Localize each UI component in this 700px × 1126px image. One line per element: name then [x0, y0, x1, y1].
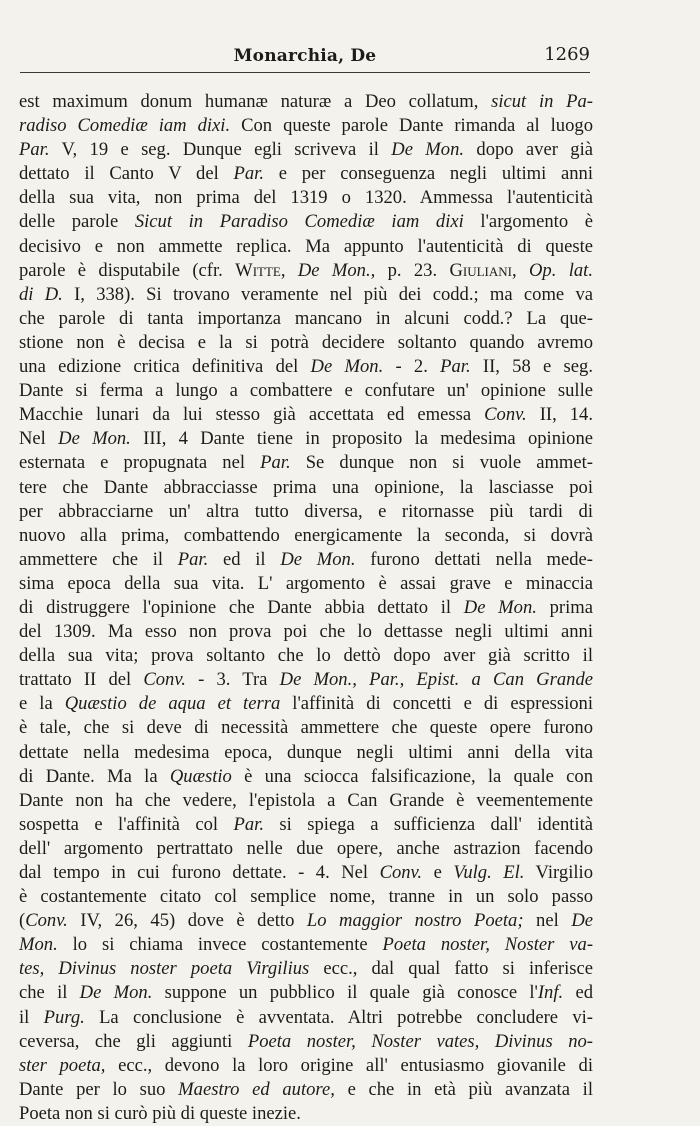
text-span: del 1309. Ma esso non prova poi che lo dettasse negli ultimi anni: [19, 621, 593, 643]
italic-span: Par.: [440, 356, 471, 378]
text-span: Con queste parole Dante rimanda al luogo: [230, 115, 593, 137]
text-span: lo si chiama invece costantemente: [57, 934, 383, 956]
italic-span: Quæstio: [169, 765, 232, 787]
text-span: furono dettati nella mede-: [355, 548, 593, 570]
text-span: di distruggere l'opinione che Dante abbia dettato il: [19, 596, 464, 618]
text-span: nel: [523, 910, 572, 932]
text-span: ed: [563, 982, 593, 1004]
text-span: ecc., devono la loro origine all' entusiasmo giovanile di: [105, 1054, 594, 1076]
text-line: [19, 427, 593, 451]
text-line: [19, 210, 593, 234]
text-span: della sua vita, non prima del 1319 o 1320. Ammessa l'autenticità: [19, 187, 593, 209]
header-rule: [20, 72, 590, 73]
italic-span: Sicut in Paradiso Comediæ iam dixi: [134, 211, 464, 233]
italic-span: Poeta noster, Noster va-: [382, 934, 594, 956]
italic-span: De Mon.: [58, 428, 131, 450]
text-line: [19, 331, 593, 355]
italic-span: tes, Divinus noster poeta Virgilius: [19, 958, 310, 980]
italic-span: Conv.: [143, 669, 186, 691]
text-span: dettate nella medesima epoca, dunque negli ultimi anni della vita: [19, 741, 593, 763]
text-span: IV, 26, 45) dove è detto: [67, 910, 307, 932]
text-span: - 2.: [383, 356, 441, 378]
text-span: l'affinità di concetti e di espressioni: [280, 693, 593, 715]
text-span: Se dunque non si vuole ammet-: [290, 452, 593, 474]
text-span: (: [19, 910, 26, 932]
text-span: ecc., dal qual fatto si inferisce: [309, 958, 593, 980]
text-span: tere che Dante abbracciasse prima una opinione, la lasciasse poi: [19, 476, 593, 498]
text-span: Dante si ferma a lungo a combattere e confutare un' opinione sulle: [19, 380, 593, 402]
italic-span: Purg.: [43, 1006, 85, 1028]
text-span: Nel: [19, 428, 59, 450]
italic-span: De Mon.: [310, 356, 384, 378]
text-line: [19, 403, 593, 427]
text-line: [19, 1006, 593, 1030]
text-line: [19, 1030, 593, 1054]
text-span: che il: [19, 982, 80, 1004]
text-line: [19, 1054, 593, 1078]
text-line: [19, 138, 593, 162]
text-line: [19, 1102, 593, 1126]
text-span: ed il: [208, 548, 281, 570]
text-line: [19, 1078, 593, 1102]
text-line: [19, 114, 593, 138]
text-span: delle parole: [19, 211, 135, 233]
text-span: il: [19, 1006, 44, 1028]
body-text: [19, 90, 593, 1126]
text-span: è costantemente citato col semplice nome, tranne in un solo passo: [19, 886, 593, 908]
text-line: [19, 283, 593, 307]
smallcaps-span: Giuliani: [449, 259, 512, 281]
text-line: [19, 885, 593, 909]
text-span: prima: [536, 596, 593, 618]
smallcaps-span: Witte: [235, 259, 281, 281]
italic-span: ster poeta,: [19, 1054, 106, 1076]
italic-span: Conv.: [379, 862, 423, 883]
italic-span: Lo maggior nostro Poeta;: [306, 910, 524, 932]
text-span: e la: [19, 693, 65, 715]
italic-span: Par.: [19, 139, 50, 161]
text-span: e che in età più avanzata il: [334, 1078, 593, 1100]
italic-span: di D.: [19, 283, 63, 305]
italic-span: De Mon.: [463, 596, 537, 618]
italic-span: De Mon.: [280, 548, 356, 570]
italic-span: Par.: [233, 813, 264, 835]
text-span: ceversa, che gli aggiunti: [19, 1030, 248, 1052]
text-line: [19, 716, 593, 740]
italic-span: Maestro ed autore,: [178, 1078, 335, 1100]
text-span: - 3. Tra: [185, 669, 280, 691]
text-span: stione non è decisa e la si potrà decidere soltanto quando avremo: [19, 331, 593, 353]
text-line: [19, 981, 593, 1005]
text-line: [19, 644, 593, 668]
italic-span: Conv.: [484, 404, 527, 426]
text-line: [19, 596, 593, 620]
italic-span: Par.: [233, 163, 264, 185]
text-line: [19, 548, 593, 572]
text-span: V, 19 e seg. Dunque egli scriveva il: [49, 139, 392, 161]
text-line: [19, 765, 593, 789]
italic-span: Poeta noster, Noster vates, Divinus no-: [247, 1030, 593, 1052]
italic-span: sicut in Pa-: [491, 91, 593, 112]
text-line: [19, 789, 593, 813]
italic-span: De Mon.: [79, 982, 153, 1004]
text-line: [19, 741, 593, 765]
text-span: II, 14.: [526, 404, 593, 426]
text-span: che parole di tanta importanza mancano in alcuni codd.? La que-: [19, 307, 593, 329]
text-line: [19, 572, 593, 596]
italic-span: De Mon.,: [297, 259, 376, 281]
text-span: ammettere che il: [19, 548, 178, 570]
text-line: [19, 620, 593, 644]
text-line: [19, 476, 593, 500]
text-span: ,: [280, 259, 298, 281]
text-line: [19, 668, 593, 692]
text-span: p. 23.: [375, 259, 450, 281]
text-span: Dante non ha che vedere, l'epistola a Can Grande è veementemente: [19, 789, 593, 811]
text-line: [19, 379, 593, 403]
italic-span: Conv.: [25, 910, 68, 932]
text-span: della sua vita; prova soltanto che lo dettò dopo aver già scritto il: [19, 645, 593, 667]
text-span: Virgilio: [524, 862, 593, 883]
text-line: [19, 355, 593, 379]
text-span: III, 4 Dante tiene in proposito la medesima opinione: [130, 428, 594, 450]
text-span: dal tempo in cui furono dettate. - 4. Nel: [19, 862, 380, 883]
text-span: I, 338). Si trovano veramente nel più dei codd.; ma come va: [62, 283, 594, 305]
text-line: [19, 186, 593, 210]
italic-span: Inf.: [537, 982, 564, 1004]
text-span: è una sciocca falsificazione, la quale con: [231, 765, 593, 787]
page-title: Monarchia, De: [233, 46, 377, 66]
text-span: Macchie lunari da lui stesso già accettata ed emessa: [19, 404, 485, 426]
text-line: [19, 524, 593, 548]
running-header: [20, 40, 590, 68]
text-line: [19, 692, 593, 716]
italic-span: Op. lat.: [529, 259, 593, 281]
text-span: è tale, che si deve di necessità ammettere che queste opere furono: [19, 717, 593, 739]
italic-span: De Mon., Par., Epist. a Can Grande: [279, 669, 593, 691]
text-span: est maximum donum humanæ naturæ a Deo collatum,: [19, 91, 492, 112]
text-line: [19, 957, 593, 981]
text-span: sospetta e l'affinità col: [19, 813, 234, 835]
italic-span: De Mon.: [391, 139, 465, 161]
text-span: di Dante. Ma la: [19, 765, 170, 787]
italic-span: Vulg. El.: [453, 862, 525, 883]
text-line: [19, 813, 593, 837]
text-line: [19, 307, 593, 331]
text-span: si spiega a sufficienza dall' identità: [263, 813, 593, 835]
text-span: dopo aver già: [464, 139, 593, 161]
text-line: [19, 837, 593, 861]
text-span: trattato II del: [19, 669, 144, 691]
text-span: suppone un pubblico il quale già conosce l': [152, 982, 538, 1004]
text-span: sima epoca della sua vita. L' argomento è assai grave e minaccia: [19, 572, 593, 594]
text-span: e per conseguenza negli ultimi anni: [263, 163, 593, 185]
text-span: nuovo alla prima, combattendo energicamente la seconda, si dovrà: [19, 524, 593, 546]
text-span: e: [422, 862, 454, 883]
italic-span: Mon.: [19, 934, 58, 956]
italic-span: De: [571, 910, 593, 932]
italic-span: Quæstio de aqua et terra: [64, 693, 281, 715]
text-span: per abbracciarne un' altra tutto diversa, e ritornasse più tardi di: [19, 500, 593, 522]
text-line: [19, 451, 593, 475]
text-line: [19, 909, 593, 933]
text-span: esternata e propugnata nel: [19, 452, 261, 474]
text-span: La conclusione è avventata. Altri potrebbe concludere vi-: [84, 1006, 593, 1028]
italic-span: radiso Comediæ iam dixi.: [19, 115, 231, 137]
text-span: dettato il Canto V del: [19, 163, 234, 185]
text-line: [19, 861, 593, 885]
text-span: ,: [512, 259, 529, 281]
text-span: decisivo e non ammette replica. Ma appunto l'autenticità di queste: [19, 235, 593, 257]
text-span: una edizione critica definitiva del: [19, 356, 311, 378]
text-line: [19, 162, 593, 186]
text-span: Poeta non si curò più di queste inezie.: [19, 1102, 301, 1124]
text-span: parole è disputabile (cfr.: [19, 259, 236, 281]
italic-span: Par.: [260, 452, 291, 474]
text-span: dell' argomento pertrattato nelle due opere, anche astrazion facendo: [19, 837, 593, 859]
text-span: Dante per lo suo: [19, 1078, 179, 1100]
text-line: [19, 259, 593, 283]
text-line: [19, 235, 593, 259]
text-span: II, 58 e seg.: [470, 356, 593, 378]
text-span: l'argomento è: [463, 211, 593, 233]
italic-span: Par.: [177, 548, 209, 570]
page-number: 1269: [544, 44, 590, 65]
text-line: [19, 90, 593, 114]
text-line: [19, 500, 593, 524]
text-line: [19, 933, 593, 957]
